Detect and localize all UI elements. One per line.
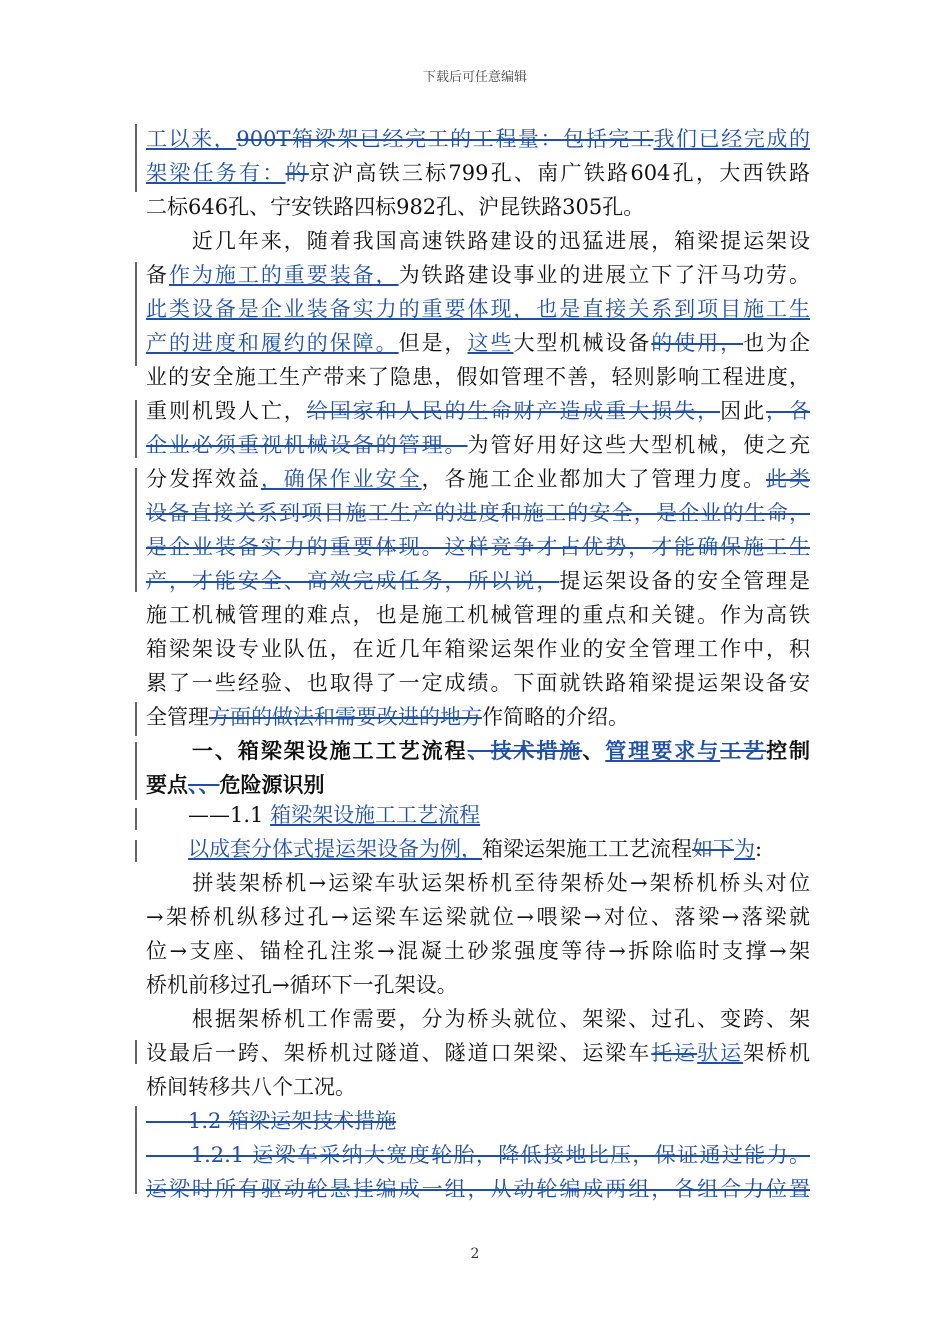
deleted-text: 设备直接关系到项目施工生产的进度和施工的安全，是企业的生命， (146, 501, 810, 525)
text-line (146, 902, 810, 932)
change-bar (135, 262, 137, 366)
text-run: 但是， (398, 331, 468, 355)
deleted-text: 900T箱梁架已经完工的工程量：包括完工 (236, 127, 654, 151)
text-line (146, 936, 810, 966)
text-run: 重则机毁人亡， (146, 399, 307, 423)
text-line (146, 800, 480, 830)
change-bar (135, 742, 137, 800)
deleted-text: 方面的做法和需要改进的地方 (209, 705, 482, 729)
text-run: 为铁路建设事业的进展立下了汗马功劳。 (398, 263, 811, 287)
inserted-text: 驮运 (697, 1041, 744, 1065)
text-line (146, 464, 810, 494)
inserted-text: 此类设备是企业装备实力的重要体现，也是直接关系到项目施工生 (146, 297, 810, 321)
text-line (146, 1004, 810, 1034)
inserted-text: 作为施工的重要装备， (168, 263, 399, 287)
text-line (146, 1038, 810, 1068)
inserted-text: 架梁任务有： (146, 161, 286, 185)
deleted-text: 1.2.1 运梁车采纳大宽度轮胎，降低接地比压，保证通过能力。 (146, 1143, 810, 1167)
deleted-text: 、、 (188, 772, 220, 797)
deleted-text: 运梁时所有驱动轮悬挂编成一组，从动轮编成两组，各组合力位置 (146, 1177, 810, 1201)
text-run: 分发挥效益 (146, 467, 261, 491)
text-run: 备 (146, 263, 169, 287)
text-line (146, 600, 810, 630)
text-line (146, 532, 810, 562)
text-line (146, 294, 810, 324)
inserted-text: 以成套分体式提运架设备为例， (188, 837, 482, 861)
text-line (146, 770, 325, 800)
inserted-text: 这些 (467, 331, 514, 355)
inserted-text: 管理要求与 (605, 738, 721, 763)
text-run: 拼装架桥机→运梁车驮运架桥机至待架桥处→架桥机桥头对位 (146, 871, 810, 895)
text-line (146, 396, 810, 426)
text-run: 危险源识别 (219, 772, 325, 797)
text-run: 设最后一跨、架桥机过隧道、隧道口架梁、运梁车 (146, 1041, 652, 1065)
change-bar (135, 400, 137, 458)
text-line (146, 1106, 396, 1136)
text-run: 桥间转移共八个工况。 (146, 1075, 356, 1099)
text-line (146, 192, 644, 222)
change-bar (135, 468, 137, 592)
text-run: 累了一些经验、也取得了一定成绩。下面就铁路箱梁提运架设备安 (146, 671, 810, 695)
text-run: 作简略的介绍。 (482, 705, 629, 729)
page-header: 下载后可任意编辑 (422, 70, 527, 85)
text-run: 要点 (146, 772, 188, 797)
text-line (146, 362, 810, 392)
change-bar (135, 1106, 137, 1194)
text-run: 控制 (766, 738, 811, 763)
deleted-text: 的使用， (651, 331, 744, 355)
text-line (146, 430, 810, 460)
text-run: →架桥机纵移过孔→运梁车运梁就位→喂梁→对位、落梁→落梁就 (146, 905, 810, 929)
deleted-text: 托运 (651, 1041, 698, 1065)
text-run: 因此 (720, 399, 767, 423)
text-run: 位→支座、锚栓孔注浆→混凝土砂浆强度等待→拆除临时支撑→架 (146, 939, 810, 963)
inserted-text: 工以来， (146, 127, 237, 151)
change-bar (135, 702, 137, 736)
inserted-text: 为 (734, 837, 755, 861)
deleted-text: 工艺 (720, 738, 767, 763)
text-run: 根据架桥机工作需要，分为桥头就位、架梁、过孔、变跨、架 (146, 1007, 810, 1031)
text-run: 、 (582, 738, 606, 763)
text-run: 业的安全施工生产带来了隐患，假如管理不善，轻则影响工程进度， (146, 365, 810, 389)
inserted-text: 产的进度和履约的保障。 (146, 331, 399, 355)
deleted-text: 此类 (766, 467, 811, 491)
inserted-text: 我们已经完成的 (653, 127, 811, 151)
text-line (146, 1174, 810, 1204)
inserted-text: 箱梁架设施工工艺流程 (270, 803, 481, 827)
text-run: 架桥机 (743, 1041, 811, 1065)
text-line (146, 1140, 810, 1170)
text-line (146, 498, 810, 528)
text-run: ——1.1 (146, 803, 271, 827)
text-line (146, 328, 810, 358)
text-run: 箱梁架设专业队伍，在近几年箱梁运架作业的安全管理工作中，积 (146, 637, 810, 661)
text-line (146, 1072, 356, 1102)
text-run: 一、箱梁架设施工工艺流程 (146, 738, 468, 763)
change-bar (135, 808, 137, 830)
text-line (146, 566, 810, 596)
text-run: : (755, 837, 763, 861)
text-run: 大型机械设备 (513, 331, 652, 355)
text-line (146, 226, 810, 256)
deleted-text: 企业必须重视机械设备的管理。 (146, 433, 468, 457)
deleted-text: ，各 (766, 399, 811, 423)
text-run: 施工机械管理的难点，也是施工机械管理的重点和关键。作为高铁 (146, 603, 810, 627)
text-line (146, 668, 810, 698)
text-run: 桥机前移过孔→循环下一孔架设。 (146, 973, 458, 997)
text-run: ，各施工企业都加大了管理力度。 (421, 467, 767, 491)
text-run (146, 837, 188, 861)
text-line (146, 158, 810, 188)
text-run: 近几年来，随着我国高速铁路建设的迅猛进展，箱梁提运架设 (146, 229, 810, 253)
text-line (146, 868, 810, 898)
text-run: 全管理 (146, 705, 209, 729)
deleted-text: 的 (285, 161, 309, 185)
page-number: 2 (470, 1246, 480, 1262)
text-run: 箱梁运架施工工艺流程 (482, 837, 692, 861)
change-bar (135, 840, 137, 862)
text-line (146, 970, 458, 1000)
deleted-text: 给国家和人民的生命财产造成重大损失， (306, 399, 721, 423)
text-run: 京沪高铁三标799孔、南广铁路604孔，大西铁路 (308, 161, 810, 185)
text-run: 也为企 (743, 331, 811, 355)
deleted-text: 是企业装备实力的重要体现。这样竞争才占优势，才能确保施工生 (146, 535, 810, 559)
text-run: 为管好用好这些大型机械，使之充 (467, 433, 810, 457)
text-line (146, 124, 810, 154)
deleted-text: 产，才能安全、高效完成任务，所以说， (146, 569, 560, 593)
inserted-text: ，确保作业安全 (260, 467, 422, 491)
text-line (146, 634, 810, 664)
text-line (146, 834, 762, 864)
change-bar (135, 1040, 137, 1064)
text-line (146, 702, 629, 732)
change-bar (135, 124, 137, 192)
deleted-text: 、技术措施 (467, 738, 583, 763)
text-line (146, 736, 810, 766)
text-line (146, 260, 810, 290)
deleted-text: 1.2 箱梁运架技术措施 (146, 1109, 397, 1133)
deleted-text: 如下 (692, 837, 734, 861)
text-run: 二标646孔、宁安铁路四标982孔、沪昆铁路305孔。 (146, 195, 645, 219)
text-run: 提运架设备的安全管理是 (559, 569, 811, 593)
